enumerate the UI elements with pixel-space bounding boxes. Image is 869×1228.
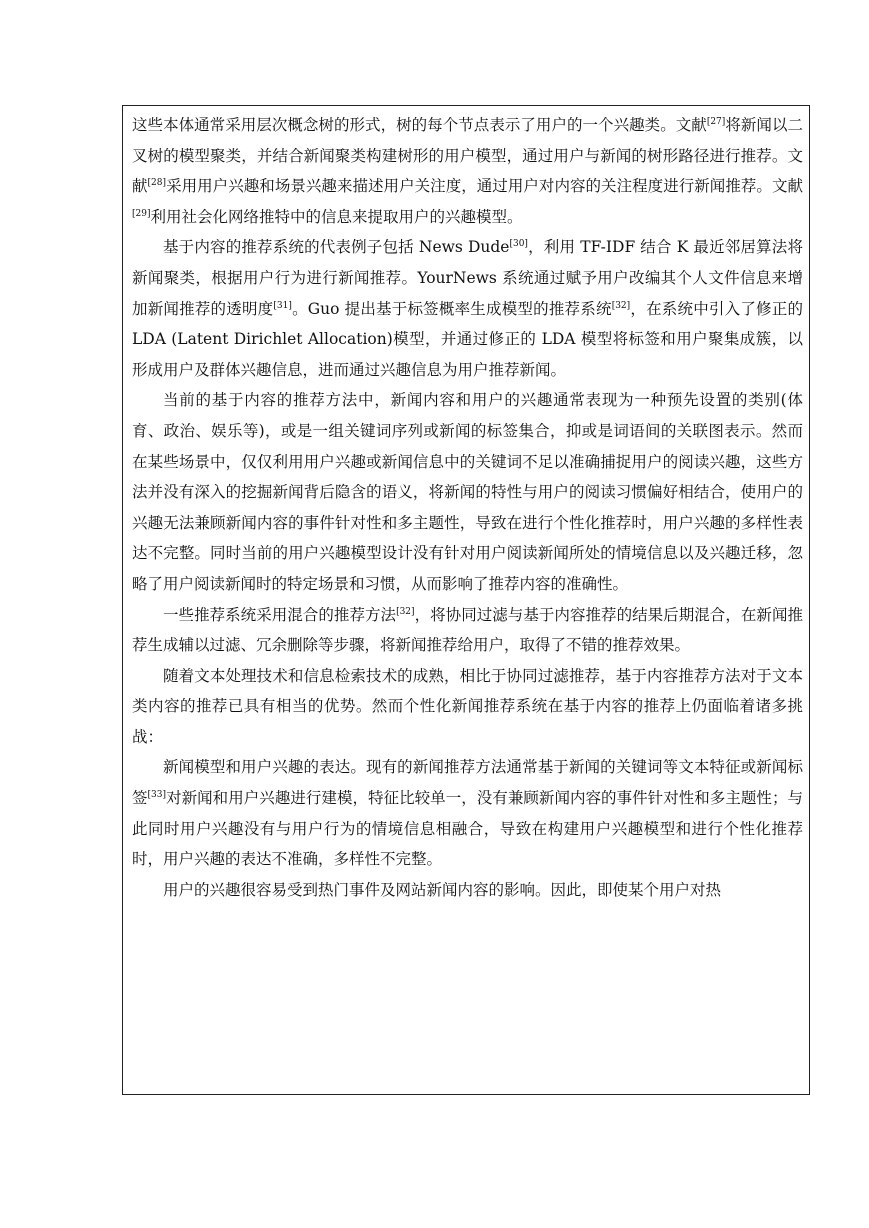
citation-superscript: [31] (273, 300, 292, 311)
paragraph-text: 随着文本处理技术和信息检索技术的成熟，相比于协同过滤推荐，基于内容推荐方法对于文本类内容的推荐已具有相当的优势。然而个性化新闻推荐系统在基于内容的推荐上仍面临着诸多挑战： (132, 666, 803, 746)
paragraph (132, 661, 803, 753)
paragraph-text: 采用用户兴趣和场景兴趣来描述用户关注度，通过用户对内容的关注程度进行新闻推荐。文献 (166, 177, 803, 196)
text-frame (122, 105, 810, 1095)
paragraph (132, 110, 803, 232)
paragraph-text: 新闻模型和用户兴趣的表达。现有的新闻推荐方法通常基于新闻的关键词等文本特征或新闻标签 (132, 758, 803, 808)
paragraph-text: 将新闻以二叉树的模型聚类，并结合新闻聚类构建树形的用户模型，通过用户与新闻的树形路径进行推荐。文献 (132, 116, 803, 196)
paragraph-text: 当前的基于内容的推荐方法中，新闻内容和用户的兴趣通常表现为一种预先设置的类别(体育、政治、娱乐等)，或是一组关键词序列或新闻的标签集合，抑或是词语间的关联图表示。然而在某些场景中，仅仅利用用户兴趣或新闻信息中的关键词不足以准确捕捉用户的阅读兴趣，这些方法并没有深入的挖掘新闻背后隐含的语义，将新闻的特性与用户的阅读习惯偏好相结合，使用户的兴趣无法兼顾新闻内容的事件针对性和多主题性，导致在进行个性化推荐时，用户兴趣的多样性表达不完整。同时当前的用户兴趣模型设计没有针对用户阅读新闻所处的情境信息以及兴趣迁移，忽略了用户阅读新闻时的特定场景和习惯，从而影响了推荐内容的准确性。 (132, 391, 803, 593)
citation-superscript: [30] (509, 239, 528, 250)
citation-superscript: [28] (147, 178, 167, 189)
paragraph-text: 。Guo 提出基于标签概率生成模型的推荐系统 (291, 299, 612, 318)
paragraph-text: 利用社会化网络推特中的信息来提取用户的兴趣模型。 (150, 207, 523, 226)
citation-superscript: [27] (706, 116, 726, 127)
paragraph-text: ，利用 TF-IDF 结合 K 最近邻居算法将新闻聚类，根据用户行为进行新闻推荐。YourNews 系统通过赋予用户改编其个人文件信息来增加新闻推荐的透明度 (132, 238, 803, 318)
citation-superscript: [32] (396, 606, 415, 617)
paragraph (132, 600, 803, 661)
citation-superscript: [29] (132, 208, 151, 219)
citation-superscript: [33] (147, 789, 167, 800)
paragraph-text: 一些推荐系统采用混合的推荐方法 (163, 605, 397, 624)
paragraph (132, 385, 803, 599)
paragraph-text: 基于内容的推荐系统的代表例子包括 News Dude (163, 238, 510, 257)
paragraph-text: 对新闻和用户兴趣进行建模，特征比较单一，没有兼顾新闻内容的事件针对性和多主题性；与此同时用户兴趣没有与用户行为的情境信息相融合，导致在构建用户兴趣模型和进行个性化推荐时，用户兴趣的表达不准确，多样性不完整。 (132, 789, 803, 869)
document-body (123, 106, 809, 905)
paragraph (132, 875, 803, 906)
paragraph-text: 这些本体通常采用层次概念树的形式，树的每个节点表示了用户的一个兴趣类。文献 (132, 116, 707, 134)
paragraph-text: ，将协同过滤与基于内容推荐的结果后期混合，在新闻推荐生成辅以过滤、冗余删除等步骤，将新闻推荐给用户，取得了不错的推荐效果。 (132, 605, 803, 655)
paragraph (132, 752, 803, 874)
citation-superscript: [32] (611, 300, 631, 311)
paragraph-text: 用户的兴趣很容易受到热门事件及网站新闻内容的影响。因此，即使某个用户对热 (163, 880, 722, 899)
paragraph-text: ，在系统中引入了修正的 LDA (Latent Dirichlet Allocation)模型，并通过修正的 LDA 模型将标签和用户聚集成簇，以形成用户及群体兴趣信息，进而通过兴趣信息为用户推荐新闻。 (132, 299, 803, 379)
paragraph (132, 232, 803, 385)
